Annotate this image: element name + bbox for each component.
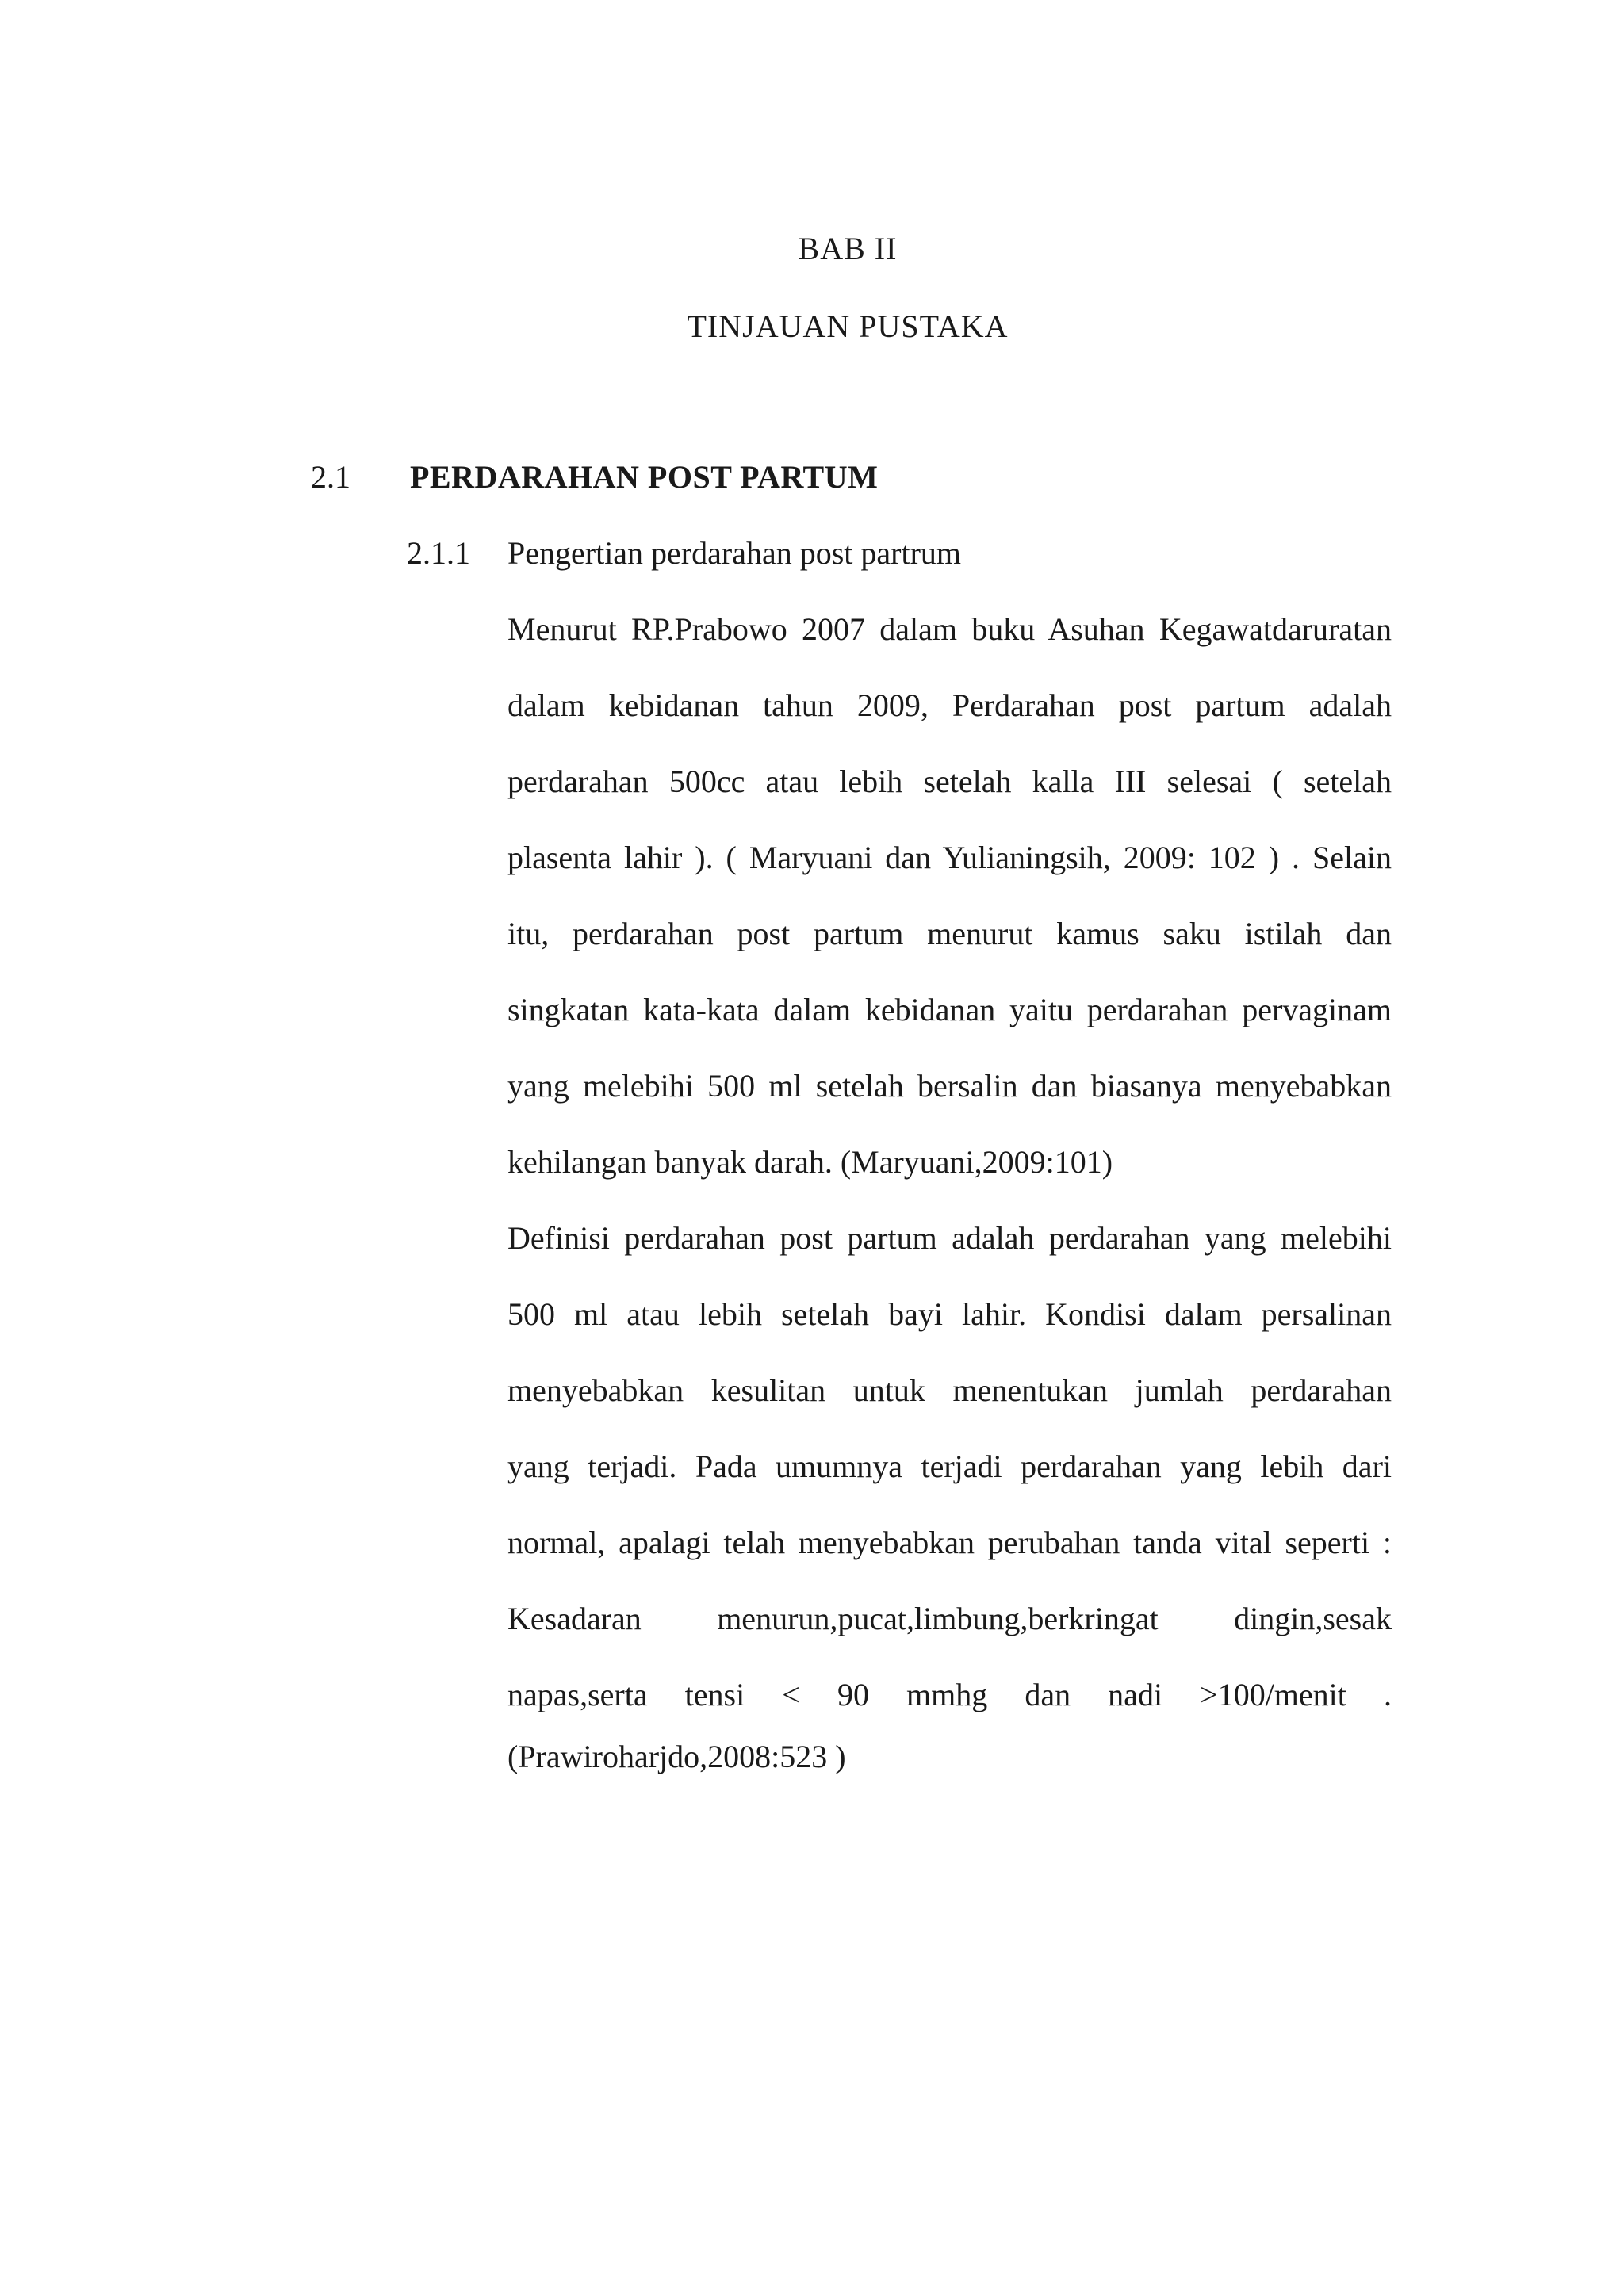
paragraph-line: plasenta lahir ). ( Maryuani dan Yulianingsih, 2009: 102 ) . Selain — [508, 840, 1392, 875]
subsection-title: Pengertian perdarahan post partrum — [508, 535, 962, 571]
section-number: 2.1 — [311, 459, 350, 495]
paragraph-line: normal, apalagi telah menyebabkan perubahan tanda vital seperti : — [508, 1525, 1392, 1560]
section-title: PERDARAHAN POST PARTUM — [410, 459, 879, 495]
paragraph-line: yang melebihi 500 ml setelah bersalin dan biasanya menyebabkan — [508, 1068, 1392, 1104]
subsection-number: 2.1.1 — [407, 535, 470, 571]
paragraph-line: Menurut RP.Prabowo 2007 dalam buku Asuhan Kegawatdaruratan — [508, 611, 1392, 647]
paragraph-line: menyebabkan kesulitan untuk menentukan jumlah perdarahan — [508, 1372, 1392, 1408]
paragraph-line: Definisi perdarahan post partum adalah perdarahan yang melebihi — [508, 1220, 1392, 1256]
paragraph-line: singkatan kata-kata dalam kebidanan yaitu perdarahan pervaginam — [508, 992, 1392, 1027]
paragraph-line: (Prawiroharjdo,2008:523 ) — [508, 1739, 846, 1774]
paragraph-line: perdarahan 500cc atau lebih setelah kalla III selesai ( setelah — [508, 763, 1392, 799]
chapter-title: TINJAUAN PUSTAKA — [687, 308, 1009, 344]
paragraph-line: kehilangan banyak darah. (Maryuani,2009:101) — [508, 1144, 1113, 1180]
paragraph-line: napas,serta tensi < 90 mmhg dan nadi >100/menit . — [508, 1677, 1392, 1712]
paragraph-line: yang terjadi. Pada umumnya terjadi perdarahan yang lebih dari — [508, 1448, 1392, 1484]
paragraph-line: 500 ml atau lebih setelah bayi lahir. Kondisi dalam persalinan — [508, 1296, 1392, 1332]
paragraph-line: itu, perdarahan post partum menurut kamus saku istilah dan — [508, 916, 1392, 951]
chapter-label: BAB II — [798, 231, 898, 266]
paragraph-line: Kesadaran menurun,pucat,limbung,berkringat dingin,sesak — [508, 1601, 1392, 1636]
paragraph-line: dalam kebidanan tahun 2009, Perdarahan post partum adalah — [508, 687, 1392, 723]
